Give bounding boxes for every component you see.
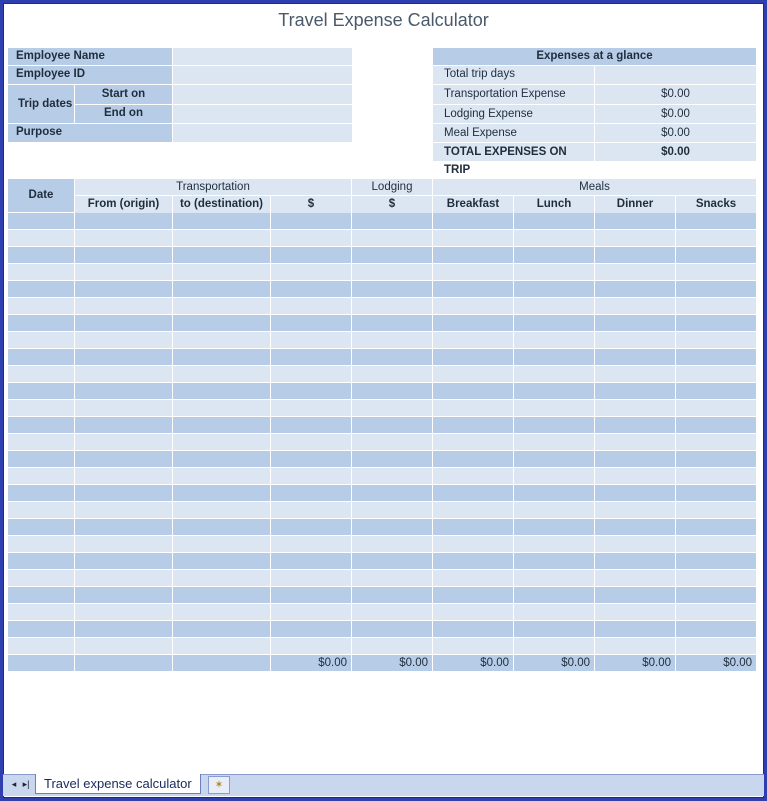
total-cell — [173, 655, 270, 671]
table-cell[interactable] — [514, 298, 594, 314]
table-cell[interactable] — [514, 570, 594, 586]
table-cell[interactable] — [433, 383, 513, 399]
table-cell[interactable] — [352, 315, 432, 331]
table-cell[interactable] — [352, 536, 432, 552]
table-cell[interactable] — [433, 485, 513, 501]
table-cell[interactable] — [514, 519, 594, 535]
table-cell[interactable] — [75, 298, 172, 314]
table-cell[interactable] — [271, 383, 351, 399]
table-cell[interactable] — [271, 298, 351, 314]
col-header-snacks: Snacks — [676, 196, 756, 213]
table-cell[interactable] — [514, 213, 594, 229]
table-cell[interactable] — [352, 604, 432, 620]
table-cell[interactable] — [352, 570, 432, 586]
table-cell[interactable] — [595, 587, 675, 603]
table-cell[interactable] — [352, 383, 432, 399]
table-cell[interactable] — [271, 451, 351, 467]
table-cell[interactable] — [514, 366, 594, 382]
table-cell[interactable] — [433, 349, 513, 365]
table-cell[interactable] — [514, 247, 594, 263]
table-cell[interactable] — [514, 468, 594, 484]
table-cell[interactable] — [271, 213, 351, 229]
total-cell: $0.00 — [352, 655, 432, 671]
table-cell[interactable] — [75, 417, 172, 433]
table-cell[interactable] — [433, 230, 513, 246]
table-cell[interactable] — [271, 281, 351, 297]
table-cell[interactable] — [8, 621, 74, 637]
total-cell: $0.00 — [676, 655, 756, 671]
table-cell[interactable] — [271, 638, 351, 654]
table-cell[interactable] — [514, 553, 594, 569]
table-cell[interactable] — [173, 400, 270, 416]
table-cell[interactable] — [595, 604, 675, 620]
table-cell[interactable] — [8, 604, 74, 620]
table-cell[interactable] — [352, 298, 432, 314]
table-cell[interactable] — [433, 417, 513, 433]
table-cell[interactable] — [676, 332, 756, 348]
total-cell: $0.00 — [433, 655, 513, 671]
table-cell[interactable] — [676, 451, 756, 467]
table-cell[interactable] — [433, 366, 513, 382]
table-cell[interactable] — [75, 264, 172, 280]
table-cell[interactable] — [595, 213, 675, 229]
table-cell[interactable] — [514, 536, 594, 552]
table-cell[interactable] — [8, 587, 74, 603]
table-cell[interactable] — [595, 519, 675, 535]
total-cell: $0.00 — [595, 655, 675, 671]
table-cell[interactable] — [433, 536, 513, 552]
table-cell[interactable] — [676, 247, 756, 263]
table-cell[interactable] — [75, 587, 172, 603]
table-cell[interactable] — [595, 247, 675, 263]
table-cell[interactable] — [271, 349, 351, 365]
table-cell[interactable] — [676, 298, 756, 314]
table-cell[interactable] — [676, 536, 756, 552]
table-cell[interactable] — [514, 417, 594, 433]
table-cell[interactable] — [271, 468, 351, 484]
table-cell[interactable] — [352, 366, 432, 382]
table-cell[interactable] — [514, 332, 594, 348]
table-cell[interactable] — [8, 468, 74, 484]
table-cell[interactable] — [8, 230, 74, 246]
table-cell[interactable] — [352, 553, 432, 569]
table-cell[interactable] — [352, 332, 432, 348]
table-cell[interactable] — [173, 264, 270, 280]
table-cell[interactable] — [514, 638, 594, 654]
table-cell[interactable] — [676, 502, 756, 518]
table-cell[interactable] — [433, 621, 513, 637]
table-cell[interactable] — [676, 434, 756, 450]
table-cell[interactable] — [271, 332, 351, 348]
table-cell[interactable] — [173, 417, 270, 433]
table-cell[interactable] — [75, 502, 172, 518]
table-cell[interactable] — [75, 332, 172, 348]
table-cell[interactable] — [595, 332, 675, 348]
table-cell[interactable] — [433, 638, 513, 654]
table-cell[interactable] — [8, 247, 74, 263]
tab-nav-prev-icon[interactable]: ◂ — [11, 779, 17, 789]
table-cell[interactable] — [433, 281, 513, 297]
table-cell[interactable] — [433, 247, 513, 263]
table-cell[interactable] — [75, 621, 172, 637]
col-header-transport-dollar: $ — [271, 196, 351, 213]
glance-transportation-value: $0.00 — [595, 85, 756, 104]
date-header: Date — [8, 179, 74, 212]
table-cell[interactable] — [595, 553, 675, 569]
page-title: Travel Expense Calculator — [278, 10, 489, 30]
table-cell[interactable] — [352, 485, 432, 501]
table-cell[interactable] — [676, 400, 756, 416]
glance-meal-value: $0.00 — [595, 124, 756, 142]
table-cell[interactable] — [8, 638, 74, 654]
table-cell[interactable] — [433, 604, 513, 620]
table-cell[interactable] — [173, 502, 270, 518]
employee-id-label: Employee ID — [8, 66, 172, 84]
table-cell[interactable] — [514, 281, 594, 297]
table-cell[interactable] — [676, 417, 756, 433]
end-on-field[interactable] — [173, 105, 352, 123]
table-cell[interactable] — [595, 536, 675, 552]
start-on-field[interactable] — [173, 85, 352, 104]
table-cell[interactable] — [352, 349, 432, 365]
col-header-from: From (origin) — [75, 196, 172, 213]
table-cell[interactable] — [433, 264, 513, 280]
table-cell[interactable] — [676, 519, 756, 535]
table-cell[interactable] — [271, 230, 351, 246]
table-cell[interactable] — [8, 502, 74, 518]
table-cell[interactable] — [595, 502, 675, 518]
table-cell[interactable] — [271, 247, 351, 263]
table-cell[interactable] — [271, 400, 351, 416]
table-cell[interactable] — [352, 281, 432, 297]
table-cell[interactable] — [271, 587, 351, 603]
table-cell[interactable] — [595, 485, 675, 501]
table-cell[interactable] — [173, 349, 270, 365]
table-cell[interactable] — [8, 485, 74, 501]
table-cell[interactable] — [8, 383, 74, 399]
lodging-group-header: Lodging — [352, 179, 432, 195]
table-cell[interactable] — [173, 519, 270, 535]
table-cell[interactable] — [352, 400, 432, 416]
table-cell[interactable] — [75, 213, 172, 229]
table-cell[interactable] — [75, 536, 172, 552]
table-cell[interactable] — [595, 349, 675, 365]
table-cell[interactable] — [75, 519, 172, 535]
glance-transportation-label: Transportation Expense — [433, 85, 594, 104]
table-cell[interactable] — [676, 230, 756, 246]
glance-total-label: TOTAL EXPENSES ON TRIP — [433, 143, 594, 161]
table-cell[interactable] — [514, 264, 594, 280]
table-cell[interactable] — [433, 400, 513, 416]
table-cell[interactable] — [595, 638, 675, 654]
table-cell[interactable] — [173, 638, 270, 654]
table-cell[interactable] — [676, 349, 756, 365]
table-cell[interactable] — [352, 434, 432, 450]
table-cell[interactable] — [8, 366, 74, 382]
table-cell[interactable] — [595, 315, 675, 331]
glance-lodging-label: Lodging Expense — [433, 105, 594, 123]
table-cell[interactable] — [173, 536, 270, 552]
table-cell[interactable] — [75, 400, 172, 416]
table-cell[interactable] — [271, 621, 351, 637]
table-cell[interactable] — [271, 417, 351, 433]
table-cell[interactable] — [514, 349, 594, 365]
table-cell[interactable] — [75, 553, 172, 569]
table-cell[interactable] — [271, 264, 351, 280]
table-cell[interactable] — [75, 383, 172, 399]
table-cell[interactable] — [595, 451, 675, 467]
table-cell[interactable] — [595, 621, 675, 637]
table-cell[interactable] — [352, 247, 432, 263]
table-cell[interactable] — [75, 434, 172, 450]
table-cell[interactable] — [8, 264, 74, 280]
table-cell[interactable] — [676, 468, 756, 484]
table-cell[interactable] — [595, 417, 675, 433]
table-cell[interactable] — [433, 553, 513, 569]
table-cell[interactable] — [173, 298, 270, 314]
table-cell[interactable] — [433, 434, 513, 450]
trip-dates-label: Trip dates — [8, 85, 74, 123]
table-cell[interactable] — [75, 349, 172, 365]
table-cell[interactable] — [75, 230, 172, 246]
total-cell: $0.00 — [514, 655, 594, 671]
table-cell[interactable] — [352, 502, 432, 518]
col-header-dinner: Dinner — [595, 196, 675, 213]
glance-meal-label: Meal Expense — [433, 124, 594, 142]
table-cell[interactable] — [595, 281, 675, 297]
table-cell[interactable] — [173, 553, 270, 569]
table-cell[interactable] — [352, 417, 432, 433]
table-cell[interactable] — [75, 315, 172, 331]
table-cell[interactable] — [595, 468, 675, 484]
table-cell[interactable] — [352, 638, 432, 654]
table-cell[interactable] — [8, 451, 74, 467]
table-cell[interactable] — [433, 502, 513, 518]
table-cell[interactable] — [595, 434, 675, 450]
table-cell[interactable] — [514, 230, 594, 246]
table-cell[interactable] — [676, 621, 756, 637]
table-cell[interactable] — [433, 451, 513, 467]
table-cell[interactable] — [173, 451, 270, 467]
table-cell[interactable] — [514, 434, 594, 450]
table-cell[interactable] — [595, 230, 675, 246]
table-cell[interactable] — [173, 604, 270, 620]
table-cell[interactable] — [8, 315, 74, 331]
table-cell[interactable] — [8, 332, 74, 348]
table-cell[interactable] — [433, 298, 513, 314]
table-cell[interactable] — [75, 604, 172, 620]
col-header-to: to (destination) — [173, 196, 270, 213]
table-cell[interactable] — [173, 366, 270, 382]
total-cell — [75, 655, 172, 671]
table-cell[interactable] — [514, 621, 594, 637]
table-cell[interactable] — [676, 213, 756, 229]
table-cell[interactable] — [8, 281, 74, 297]
table-cell[interactable] — [595, 383, 675, 399]
table-cell[interactable] — [8, 417, 74, 433]
insert-sheet-icon[interactable]: ✶ — [208, 776, 230, 794]
table-cell[interactable] — [75, 638, 172, 654]
total-cell: $0.00 — [271, 655, 351, 671]
table-cell[interactable] — [514, 451, 594, 467]
total-cell — [8, 655, 74, 671]
table-cell[interactable] — [595, 570, 675, 586]
table-cell[interactable] — [595, 298, 675, 314]
glance-header: Expenses at a glance — [433, 48, 756, 65]
table-cell[interactable] — [676, 638, 756, 654]
table-cell[interactable] — [676, 281, 756, 297]
employee-name-label: Employee Name — [8, 48, 172, 65]
table-cell[interactable] — [676, 604, 756, 620]
meals-group-header: Meals — [433, 179, 756, 195]
table-cell[interactable] — [8, 400, 74, 416]
transportation-group-header: Transportation — [75, 179, 351, 195]
table-cell[interactable] — [595, 400, 675, 416]
table-cell[interactable] — [8, 553, 74, 569]
employee-name-field[interactable] — [173, 48, 352, 65]
table-cell[interactable] — [173, 468, 270, 484]
table-cell[interactable] — [433, 468, 513, 484]
table-cell[interactable] — [676, 570, 756, 586]
table-cell[interactable] — [271, 485, 351, 501]
table-cell[interactable] — [433, 332, 513, 348]
table-cell[interactable] — [75, 366, 172, 382]
table-cell[interactable] — [173, 485, 270, 501]
table-cell[interactable] — [595, 366, 675, 382]
table-cell[interactable] — [352, 451, 432, 467]
table-cell[interactable] — [173, 230, 270, 246]
table-cell[interactable] — [514, 485, 594, 501]
sheet-tab-bar — [3, 774, 764, 796]
table-cell[interactable] — [352, 230, 432, 246]
purpose-field[interactable] — [173, 124, 352, 142]
table-cell[interactable] — [433, 315, 513, 331]
table-cell[interactable] — [173, 434, 270, 450]
table-cell[interactable] — [676, 485, 756, 501]
table-cell[interactable] — [514, 383, 594, 399]
col-header-lunch: Lunch — [514, 196, 594, 213]
table-cell[interactable] — [173, 383, 270, 399]
table-cell[interactable] — [173, 570, 270, 586]
table-cell[interactable] — [676, 553, 756, 569]
table-cell[interactable] — [352, 213, 432, 229]
table-cell[interactable] — [352, 264, 432, 280]
table-cell[interactable] — [514, 315, 594, 331]
table-cell[interactable] — [433, 213, 513, 229]
table-cell[interactable] — [433, 519, 513, 535]
table-cell[interactable] — [676, 315, 756, 331]
tab-nav-last-icon[interactable]: ▸| — [22, 779, 30, 789]
table-cell[interactable] — [8, 570, 74, 586]
table-cell[interactable] — [271, 519, 351, 535]
table-cell[interactable] — [173, 621, 270, 637]
table-cell[interactable] — [352, 468, 432, 484]
table-cell[interactable] — [75, 570, 172, 586]
table-cell[interactable] — [75, 468, 172, 484]
table-cell[interactable] — [271, 366, 351, 382]
table-cell[interactable] — [433, 570, 513, 586]
table-cell[interactable] — [271, 604, 351, 620]
sheet-tab-travel-expense[interactable]: Travel expense calculator — [35, 774, 201, 794]
table-cell[interactable] — [514, 587, 594, 603]
table-cell[interactable] — [8, 519, 74, 535]
table-cell[interactable] — [271, 502, 351, 518]
col-header-lodging-dollar: $ — [352, 196, 432, 213]
table-cell[interactable] — [8, 298, 74, 314]
table-cell[interactable] — [514, 502, 594, 518]
table-cell[interactable] — [433, 587, 513, 603]
table-cell[interactable] — [75, 247, 172, 263]
table-cell[interactable] — [271, 570, 351, 586]
table-cell[interactable] — [352, 519, 432, 535]
table-cell[interactable] — [271, 434, 351, 450]
table-cell[interactable] — [352, 621, 432, 637]
table-cell[interactable] — [173, 332, 270, 348]
table-cell[interactable] — [8, 536, 74, 552]
table-cell[interactable] — [75, 451, 172, 467]
table-cell[interactable] — [173, 213, 270, 229]
col-header-breakfast: Breakfast — [433, 196, 513, 213]
table-cell[interactable] — [173, 315, 270, 331]
table-cell[interactable] — [352, 587, 432, 603]
table-cell[interactable] — [676, 264, 756, 280]
table-cell[interactable] — [595, 264, 675, 280]
table-cell[interactable] — [514, 604, 594, 620]
table-cell[interactable] — [8, 434, 74, 450]
table-cell[interactable] — [676, 587, 756, 603]
table-cell[interactable] — [75, 485, 172, 501]
glance-lodging-value: $0.00 — [595, 105, 756, 123]
end-on-label: End on — [75, 105, 172, 123]
table-cell[interactable] — [271, 315, 351, 331]
purpose-label: Purpose — [8, 124, 172, 142]
table-cell[interactable] — [173, 281, 270, 297]
table-cell[interactable] — [8, 213, 74, 229]
table-cell[interactable] — [676, 366, 756, 382]
start-on-label: Start on — [75, 85, 172, 104]
glance-total-days-value — [595, 66, 756, 84]
table-cell[interactable] — [271, 536, 351, 552]
table-cell[interactable] — [676, 383, 756, 399]
glance-total-days-label: Total trip days — [433, 66, 594, 84]
table-cell[interactable] — [173, 247, 270, 263]
table-cell[interactable] — [173, 587, 270, 603]
table-cell[interactable] — [8, 349, 74, 365]
table-cell[interactable] — [75, 281, 172, 297]
glance-total-value: $0.00 — [595, 143, 756, 161]
table-cell[interactable] — [271, 553, 351, 569]
employee-id-field[interactable] — [173, 66, 352, 84]
table-cell[interactable] — [514, 400, 594, 416]
